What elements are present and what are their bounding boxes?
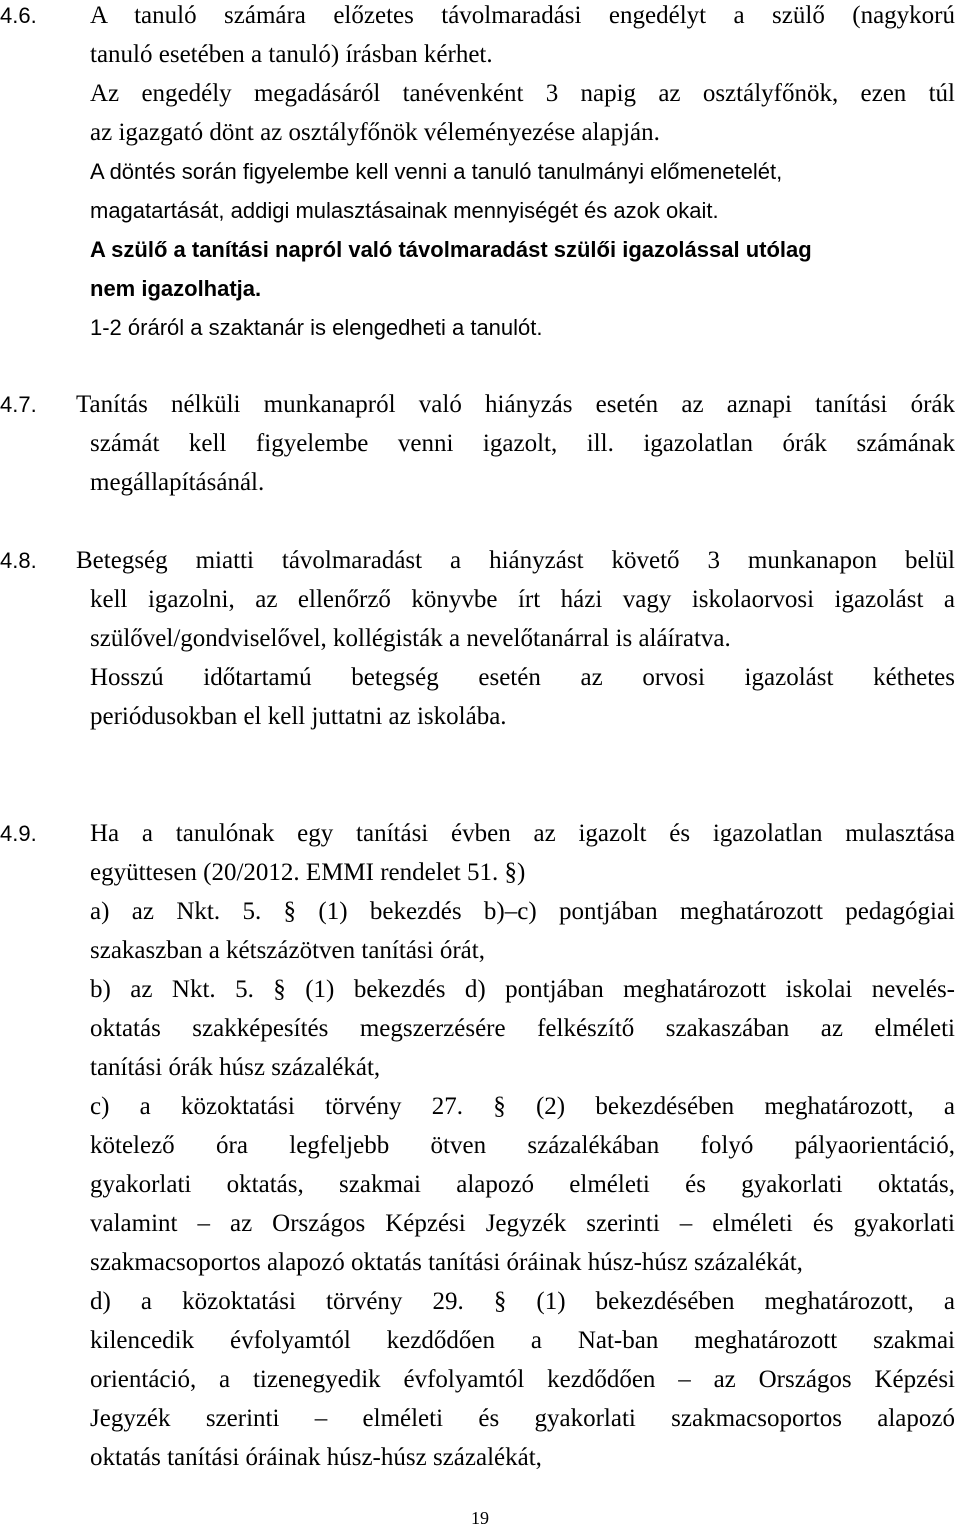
text-line: 1-2 óráról a szaktanár is elengedheti a tanulót. <box>90 315 543 340</box>
text-line: tanítási órák húsz százalékát, <box>90 1054 381 1081</box>
text-line: kilencedik évfolyamtól kezdődően a Nat-ban meghatározott szakmai <box>90 1327 955 1354</box>
text-line: A döntés során figyelembe kell venni a tanuló tanulmányi előmenetelét, <box>90 159 783 184</box>
text-line: szakmacsoportos alapozó oktatás tanítási óráinak húsz-húsz százalékát, <box>90 1249 803 1276</box>
section-body <box>90 814 955 1477</box>
text-line: tanuló esetében a tanuló) írásban kérhet. <box>90 41 493 68</box>
text-line: megállapításánál. <box>90 469 265 496</box>
section-4-7 <box>0 385 960 502</box>
text-line: Hosszú időtartamú betegség esetén az orvosi igazolást kéthetes <box>90 664 955 691</box>
section-4-6 <box>0 0 960 347</box>
text-line: Tanítás nélküli munkanapról való hiányzás esetén az aznapi tanítási órák <box>76 391 955 418</box>
section-4-9 <box>0 814 960 1477</box>
section-body <box>76 541 955 736</box>
section-number: 4.8. <box>0 548 37 573</box>
section-4-8 <box>0 541 960 736</box>
text-line: d) a közoktatási törvény 29. § (1) bekezdésében meghatározott, a <box>90 1288 955 1315</box>
section-body <box>90 0 955 347</box>
text-line: gyakorlati oktatás, szakmai alapozó elméleti és gyakorlati oktatás, <box>90 1171 955 1198</box>
text-line: számát kell figyelembe venni igazolt, ill. igazolatlan órák számának <box>90 430 955 457</box>
text-line: valamint – az Országos Képzési Jegyzék szerinti – elméleti és gyakorlati <box>90 1210 955 1237</box>
text-line: b) az Nkt. 5. § (1) bekezdés d) pontjában meghatározott iskolai nevelés- <box>90 976 955 1003</box>
text-line: Ha a tanulónak egy tanítási évben az igazolt és igazolatlan mulasztása <box>90 820 955 847</box>
section-number: 4.7. <box>0 392 37 417</box>
text-line: szülővel/gondviselővel, kollégisták a nevelőtanárral is aláíratva. <box>90 625 731 652</box>
text-line: oktatás tanítási óráinak húsz-húsz százalékát, <box>90 1444 542 1471</box>
text-line: A tanuló számára előzetes távolmaradási engedélyt a szülő (nagykorú <box>90 2 955 29</box>
section-number: 4.6. <box>0 3 37 28</box>
page-number: 19 <box>471 1508 489 1528</box>
section-number: 4.9. <box>0 821 37 846</box>
text-line: szakaszban a kétszázötven tanítási órát, <box>90 937 485 964</box>
text-line-bold: A szülő a tanítási napról való távolmaradást szülői igazolással utólag <box>90 237 812 262</box>
text-line: magatartását, addigi mulasztásainak mennyiségét és azok okait. <box>90 198 719 223</box>
text-line: a) az Nkt. 5. § (1) bekezdés b)–c) pontjában meghatározott pedagógiai <box>90 898 955 925</box>
text-line: Az engedély megadásáról tanévenként 3 napig az osztályfőnök, ezen túl <box>90 80 955 107</box>
text-line-bold: nem igazolhatja. <box>90 276 262 301</box>
text-line: Betegség miatti távolmaradást a hiányzást követő 3 munkanapon belül <box>76 547 955 574</box>
text-line: c) a közoktatási törvény 27. § (2) bekezdésében meghatározott, a <box>90 1093 955 1120</box>
text-line: kell igazolni, az ellenőrző könyvbe írt házi vagy iskolaorvosi igazolást a <box>90 586 955 613</box>
text-line: együttesen (20/2012. EMMI rendelet 51. §) <box>90 859 526 886</box>
text-line: orientáció, a tizenegyedik évfolyamtól kezdődően – az Országos Képzési <box>90 1366 955 1393</box>
text-line: oktatás szakképesítés megszerzésére felkészítő szakaszában az elméleti <box>90 1015 955 1042</box>
text-line: periódusokban el kell juttatni az iskolába. <box>90 703 507 730</box>
text-line: kötelező óra legfeljebb ötven százalékában folyó pályaorientáció, <box>90 1132 955 1159</box>
text-line: Jegyzék szerinti – elméleti és gyakorlati szakmacsoportos alapozó <box>90 1405 955 1432</box>
text-line: az igazgató dönt az osztályfőnök véleményezése alapján. <box>90 119 660 146</box>
section-body <box>76 385 955 502</box>
